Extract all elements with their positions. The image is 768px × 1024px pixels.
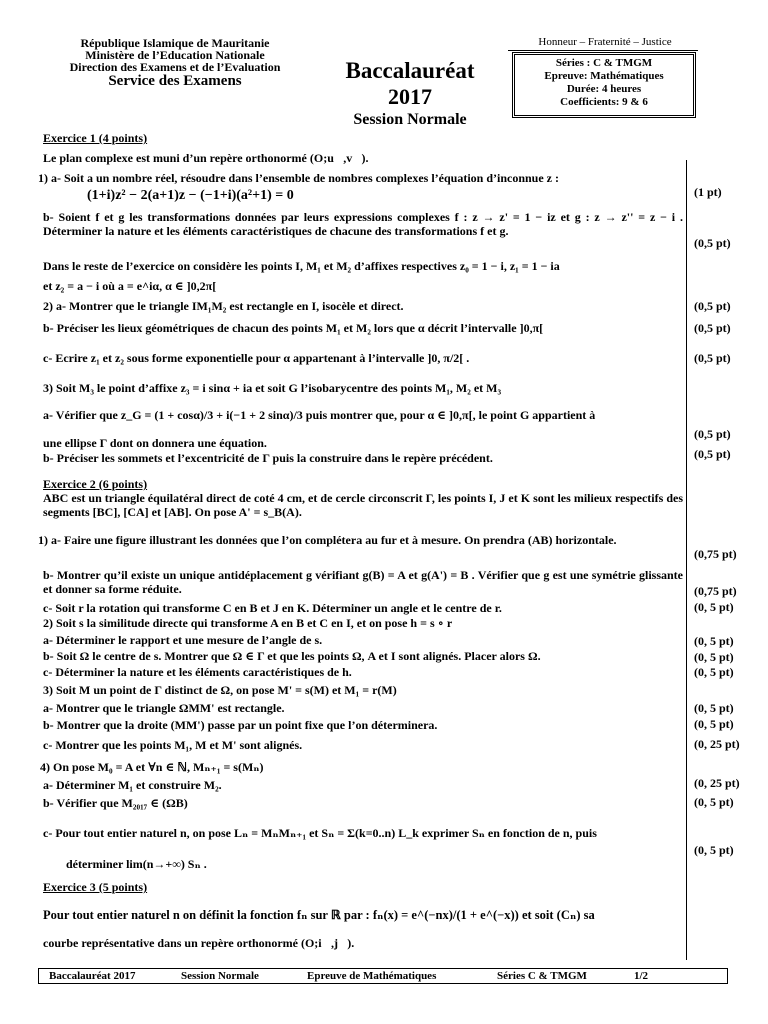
points-label: (0, 5 pt)	[694, 665, 734, 679]
info-coefficients: Coefficients: 9 & 6	[560, 96, 648, 108]
ex3-title: Exercice 3 (5 points)	[43, 880, 148, 894]
footer-subject: Epreuve de Mathématiques	[307, 970, 437, 982]
ex1-line: 1) a- Soit a un nombre réel, résoudre dans l’ensemble de nombres complexes l’équation d’inconnue z :	[38, 171, 559, 185]
points-label: (0, 25 pt)	[694, 776, 740, 790]
footer-session: Session Normale	[181, 970, 259, 982]
ex2-line: c- Montrer que les points M₁, M et M' sont alignés.	[43, 738, 303, 752]
ex2-line: c- Pour tout entier naturel n, on pose Lₙ = MₙMₙ₊₁ et Sₙ = Σ(k=0..n) L_k exprimer Sₙ en fonction de n, puis	[43, 826, 597, 840]
header-center	[320, 58, 500, 130]
country: République Islamique de Mauritanie	[80, 36, 270, 50]
points-label: (1 pt)	[694, 185, 722, 199]
points-label: (0,5 pt)	[694, 236, 731, 250]
footer-series: Séries C & TMGM	[497, 970, 587, 982]
ex1-equation: (1+i)z² − 2(a+1)z − (−1+i)(a²+1) = 0	[87, 188, 294, 203]
points-label: (0, 5 pt)	[694, 600, 734, 614]
ex2-line: b- Montrer qu’il existe un unique antidéplacement g vérifiant g(B) = A et g(A') = B . Vérifier que g est une symétrie glissante et donner sa forme réduite.	[43, 568, 683, 596]
ex2-line: 3) Soit M un point de Γ distinct de Ω, on pose M' = s(M) et M₁ = r(M)	[43, 683, 397, 697]
ex1-line: Le plan complexe est muni d’un repère orthonormé (O;u⃗,v⃗).	[43, 151, 369, 165]
ex1-title: Exercice 1 (4 points)	[43, 131, 148, 145]
points-label: (0,75 pt)	[694, 584, 737, 598]
info-duration: Durée: 4 heures	[566, 83, 642, 95]
ex2-line: 4) On pose M₀ = A et ∀n ∈ ℕ, Mₙ₊₁ = s(Mₙ)	[40, 760, 264, 774]
ex2-line: a- Montrer que le triangle ΩMM' est rectangle.	[43, 701, 285, 715]
points-label: (0, 5 pt)	[694, 701, 734, 715]
exam-info-box	[512, 52, 696, 118]
points-label: (0, 5 pt)	[694, 717, 734, 731]
exam-session: Session Normale	[353, 111, 467, 128]
ministry: Ministère de l’Education Nationale	[85, 48, 265, 62]
ex1-line: une ellipse Γ dont on donnera une équation.	[43, 436, 267, 450]
ex1-line: Dans le reste de l’exercice on considère les points I, M₁ et M₂ d’affixes respectives z₀ = 1 − i, z₁ = 1 − ia	[43, 259, 560, 273]
ex2-line: a- Déterminer M₁ et construire M₂.	[43, 778, 222, 792]
ex3-line: courbe représentative dans un repère orthonormé (O;i⃗,j⃗).	[43, 936, 355, 950]
ex1-line: 3) Soit M₃ le point d’affixe z₃ = i sinα + ia et soit G l’isobarycentre des points M₁, M₂ et M₃	[43, 381, 502, 395]
ex3-line: Pour tout entier naturel n on définit la fonction fₙ sur ℝ par : fₙ(x) = e^(−nx)/(1 + e^(−x)) et soit (Cₙ) sa	[43, 908, 595, 922]
points-label: (0,5 pt)	[694, 351, 731, 365]
info-series: Séries : C & TMGM	[555, 57, 653, 69]
points-label: (0, 5 pt)	[694, 650, 734, 664]
points-label: (0,75 pt)	[694, 547, 737, 561]
points-label: (0, 5 pt)	[694, 795, 734, 809]
page-footer	[38, 968, 728, 984]
direction: Direction des Examens et de l’Evaluation	[69, 60, 281, 74]
ex2-title: Exercice 2 (6 points)	[43, 477, 148, 491]
info-subject: Epreuve: Mathématiques	[544, 70, 664, 82]
points-label: (0, 5 pt)	[694, 634, 734, 648]
ex2-line: b- Vérifier que M₂₀₁₇ ∈ (ΩB)	[43, 796, 188, 810]
exam-title: Baccalauréat	[345, 58, 475, 83]
ex1-line: c- Ecrire z₁ et z₂ sous forme exponentielle pour α appartenant à l’intervalle ]0, π/2[ .	[43, 351, 470, 365]
ex1-line: a- Vérifier que z_G = (1 + cosα)/3 + i(−1 + 2 sinα)/3 puis montrer que, pour α ∈ ]0,π[, le point G appartient à	[43, 408, 596, 422]
exam-year: 2017	[388, 84, 432, 109]
header-left	[40, 37, 310, 90]
ex2-line: 1) a- Faire une figure illustrant les données que l’on complétera au fur et à mesure. On prendra (AB) horizontale.	[38, 533, 617, 547]
ex2-line: b- Montrer que la droite (MM') passe par un point fixe que l’on déterminera.	[43, 718, 438, 732]
points-label: (0,5 pt)	[694, 427, 731, 441]
ex1-line: b- Préciser les lieux géométriques de chacun des points M₁ et M₂ lors que α décrit l’intervalle ]0,π[	[43, 321, 544, 335]
ex1-line: 2) a- Montrer que le triangle IM₁M₂ est rectangle en I, isocèle et direct.	[43, 299, 404, 313]
motto-divider	[508, 50, 698, 51]
motto: Honneur – Fraternité – Justice	[538, 36, 672, 48]
ex1-line: b- Soient f et g les transformations données par leurs expressions complexes f : z → z' = 1 − iz et g : z → z'' = z − i . Déterminer la nature et les éléments caractéristiques de chacune des transformations f et g.	[43, 210, 683, 238]
ex2-line: ABC est un triangle équilatéral direct de coté 4 cm, et de cercle circonscrit Γ, les points I, J et K sont les milieux respectifs des segments [BC], [CA] et [AB]. On pose A' = s_B(A).	[43, 491, 683, 519]
points-column-divider	[686, 160, 687, 960]
ex2-line: 2) Soit s la similitude directe qui transforme A en B et C en I, et on pose h = s ∘ r	[43, 616, 453, 630]
footer-page: 1/2	[634, 970, 649, 982]
ex2-line: c- Déterminer la nature et les éléments caractéristiques de h.	[43, 665, 352, 679]
points-label: (0,5 pt)	[694, 299, 731, 313]
ex1-line: et z₂ = a − i où a = e^iα, α ∈ ]0,2π[	[43, 279, 217, 293]
service: Service des Examens	[108, 73, 242, 89]
ex2-line: a- Déterminer le rapport et une mesure de l’angle de s.	[43, 633, 323, 647]
points-label: (0,5 pt)	[694, 321, 731, 335]
footer-exam: Baccalauréat 2017	[49, 970, 136, 982]
points-label: (0, 5 pt)	[694, 843, 734, 857]
ex2-line: c- Soit r la rotation qui transforme C en B et J en K. Déterminer un angle et le centre de r.	[43, 601, 502, 615]
ex2-line: b- Soit Ω le centre de s. Montrer que Ω ∈ Γ et que les points Ω, A et I sont alignés. Placer alors Ω.	[43, 649, 541, 663]
ex2-line: déterminer lim(n→+∞) Sₙ .	[66, 857, 207, 871]
points-label: (0,5 pt)	[694, 447, 731, 461]
points-label: (0, 25 pt)	[694, 737, 740, 751]
ex1-line: b- Préciser les sommets et l’excentricité de Γ puis la construire dans le repère précédent.	[43, 451, 493, 465]
